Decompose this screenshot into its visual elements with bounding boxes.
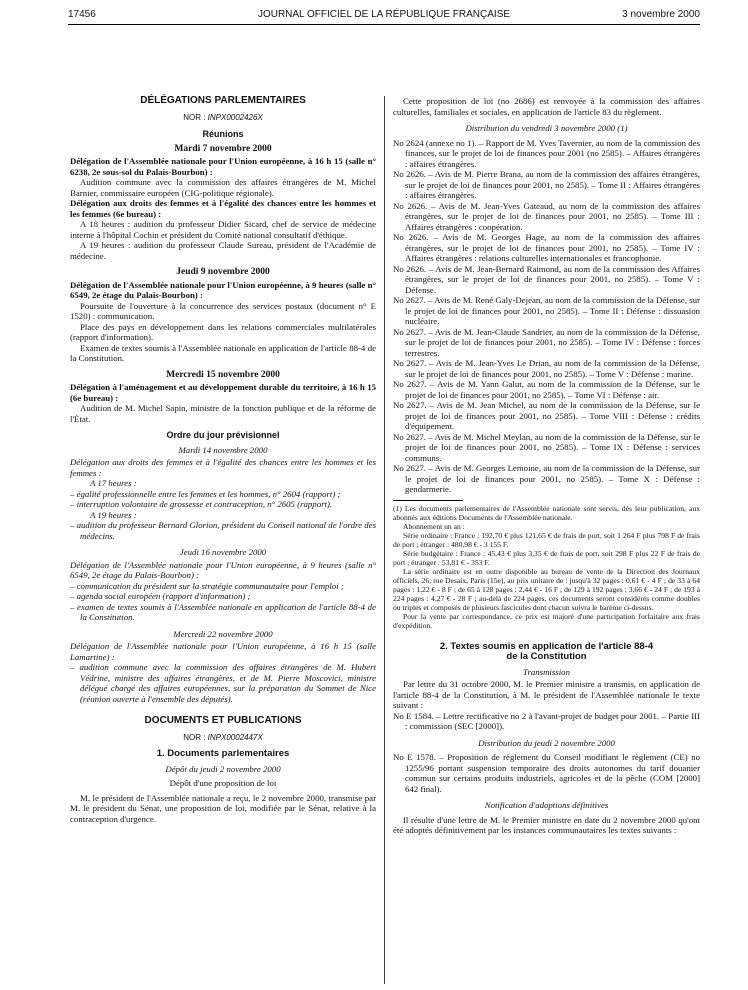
document-item: No 2627. – Avis de M. Jean-Claude Sandrier, au nom de la commission de la Défense, sur le projet de loi de finances pour 2001, no 2585). – Tome IV : Défense : forces terrestres. bbox=[393, 326, 700, 358]
document-item: No 2626. – Avis de M. Jean-Yves Gateaud, au nom de la commission des affaires étrangères, sur le projet de loi de finances pour 2001, no 2585). – Tome III : Affaires étrangères : coopération. bbox=[393, 200, 700, 232]
left-column bbox=[70, 96, 376, 824]
transmission-heading: Transmission bbox=[523, 666, 570, 677]
agenda-heading: Ordre du jour prévisionnel bbox=[166, 430, 280, 440]
agenda-item: – agenda social européen (rapport d'information) ; bbox=[70, 591, 251, 601]
reunions-heading: Réunions bbox=[202, 129, 244, 139]
day-heading: Mardi 7 novembre 2000 bbox=[174, 143, 272, 154]
footnote: Série budgétaire : France : 45,43 € plus 3,35 € de frais de port, soit 298 F plus 22 F de frais de port ; étranger : 53,81 € - 353 F. bbox=[393, 548, 700, 567]
issue-date: 3 novembre 2000 bbox=[622, 9, 700, 20]
footnote-rule bbox=[393, 500, 463, 501]
deposit-date: Dépôt du jeudi 2 novembre 2000 bbox=[165, 763, 281, 774]
section-heading-texts: 2. Textes soumis en application de l'article 88-4 bbox=[439, 640, 654, 652]
nor-reference: NOR : INPX0002447X bbox=[183, 732, 263, 742]
document-item: No 2626. – Avis de M. Jean-Bernard Raimond, au nom de la commission des Affaires étrangères, sur le projet de loi de finances pour 2001, no 2585). – Tome V : Défense. bbox=[393, 263, 700, 295]
agenda-day: Mardi 14 novembre 2000 bbox=[178, 444, 268, 455]
agenda-item: – audition du professeur Bernard Glorion, président du Conseil national de l'ordre des médecins. bbox=[70, 520, 376, 541]
agenda-item: – égalité professionnelle entre les femmes et les hommes, n° 2604 (rapport) ; bbox=[70, 488, 341, 499]
page-number: 17456 bbox=[68, 9, 96, 20]
section-title-delegations: DÉLÉGATIONS PARLEMENTAIRES bbox=[140, 95, 306, 106]
footnote: Abonnement un an : bbox=[403, 521, 465, 531]
document-item: No 2627. – Avis de M. Michel Meylan, au nom de la commission de la Défense, sur le projet de loi de finances pour 2001, no 2585). – Tome IX : Défense : services communs. bbox=[393, 431, 700, 463]
footnote: Série ordinaire : France : 192,70 € plus 121,65 € de frais de port, soit 1 264 F plus 798 F de frais de port ; étranger : 480,98 € - 3 155 F. bbox=[393, 530, 700, 549]
documents-heading: 1. Documents parlementaires bbox=[156, 748, 290, 759]
paragraph: Il résulte d'une lettre de M. le Premier ministre en date du 2 novembre 2000 qu'ont été adoptés définitivement par les instances communautaires les textes suivants : bbox=[393, 814, 700, 835]
document-item: No 2627. – Avis de M. Jean-Yves Le Drian, au nom de la commission de la Défense, sur le projet de loi de finances pour 2001, no 2585). – Tome V : Défense : marine. bbox=[393, 358, 700, 379]
time-label: A 19 heures : bbox=[90, 509, 137, 520]
header-rule bbox=[68, 24, 700, 25]
paragraph: Poursuite de l'ouverture à la concurrence des services postaux (document n° E 1520) : communication. bbox=[70, 300, 376, 321]
paragraph: A 18 heures : audition du professeur Didier Sicard, chef de service de médecine interne à l'hôpital Cochin et président du Comité national consultatif d'éthique. bbox=[70, 219, 376, 240]
paragraph: Par lettre du 31 octobre 2000, M. le Premier ministre a transmis, en application de l'article 88-4 de la Constitution, à M. le président de l'Assemblée nationale le texte suivant : bbox=[393, 679, 700, 710]
paragraph: Délégation de l'Assemblée nationale pour l'Union européenne, à 16 h 15 (salle Lamartine) : bbox=[70, 641, 376, 662]
distribution-heading: Distribution du jeudi 2 novembre 2000 bbox=[478, 737, 615, 748]
notification-heading: Notification d'adoptions définitives bbox=[484, 800, 609, 810]
document-item: No E 1578. – Proposition de règlement du Conseil modifiant le règlement (CE) no 1255/96 portant suspension temporaire des droits autonomes du tarif douanier commun sur certains produits industriels, agricoles et de la pêche (COM [2000] 642 final). bbox=[393, 752, 700, 794]
paragraph: A 19 heures : audition du professeur Claude Sureau, président de l'Académie de médecine. bbox=[70, 240, 376, 261]
nor-reference: NOR : INPX0002426X bbox=[183, 112, 263, 122]
document-item: No E 1584. – Lettre rectificative no 2 à l'avant-projet de budget pour 2001. – Partie III : commission (SEC [2000]). bbox=[393, 710, 700, 731]
paragraph: Délégation aux droits des femmes et à l'égalité des chances entre les hommes et les femmes : bbox=[70, 457, 376, 478]
paragraph: Examen de textes soumis à l'Assemblée nationale en application de l'article 88-4 de la Constitution. bbox=[70, 342, 376, 363]
agenda-item: – audition commune avec la commission des affaires étrangères de M. Hubert Védrine, ministre des affaires étrangères, et de M. Pierre Moscovici, ministre délégué chargé des affaires européennes, sur la préparation du Sommet de Nice (réunion ouverte à l'ensemble des députés). bbox=[70, 662, 376, 704]
deposit-subheading: Dépôt d'une proposition de loi bbox=[169, 778, 277, 788]
distribution-heading: Distribution du vendredi 3 novembre 2000 (1) bbox=[465, 123, 628, 133]
journal-title: JOURNAL OFFICIEL DE LA RÉPUBLIQUE FRANÇAISE bbox=[257, 9, 511, 20]
time-label: A 17 heures : bbox=[90, 478, 137, 488]
paragraph: Audition commune avec la commission des affaires étrangères de M. Michel Barnier, commissaire européen (CIG-politique régionale). bbox=[70, 177, 376, 198]
paragraph: Délégation aux droits des femmes et à l'égalité des chances entre les hommes et les femmes (6e bureau) : bbox=[70, 198, 376, 219]
paragraph: Audition de M. Michel Sapin, ministre de la fonction publique et de la réforme de l'État. bbox=[70, 403, 376, 424]
paragraph: Délégation à l'aménagement et au développement durable du territoire, à 16 h 15 (6e bureau) : bbox=[70, 382, 376, 403]
document-item: No 2624 (annexe no 1). – Rapport de M. Yves Tavernier, au nom de la commission des finances, sur le projet de loi de finances pour 2001 (no 2585). – Affaires étrangères : affaires étrangères. bbox=[393, 137, 700, 169]
paragraph: Délégation de l'Assemblée nationale pour l'Union européenne, à 16 h 15 (salle n° 6238, 2e sous-sol du Palais-Bourbon) : bbox=[70, 156, 376, 177]
agenda-day: Jeudi 16 novembre 2000 bbox=[179, 547, 267, 557]
document-item: No 2626. – Avis de M. Georges Hage, au nom de la commission des affaires étrangères, sur le projet de loi de finances pour 2001, no 2585). – Tome IV : Affaires étrangères : relations culturelles internationales et francophonie. bbox=[393, 232, 700, 263]
day-heading: Jeudi 9 novembre 2000 bbox=[176, 267, 270, 277]
document-item: No 2626. – Avis de M. Pierre Brana, au nom de la commission des affaires étrangères, sur le projet de loi de finances pour 2001, no 2585). – Tome II : Affaires étrangères : affaires étrangères. bbox=[393, 169, 700, 200]
document-item: No 2627. – Avis de M. René Galy-Dejean, au nom de la commission de la Défense, sur le projet de loi de finances pour 2001, no 2585). – Tome II : Défense : dissuasion nucléaire. bbox=[393, 295, 700, 326]
paragraph: Délégation de l'Assemblée nationale pour l'Union européenne, à 9 heures (salle n° 6549, 2e étage du Palais-Bourbon) : bbox=[70, 279, 376, 300]
agenda-day: Mercredi 22 novembre 2000 bbox=[173, 628, 273, 639]
paragraph: Cette proposition de loi (no 2686) est renvoyée à la commission des affaires culturelles, familiales et sociales, en application de l'article 83 du règlement. bbox=[393, 96, 700, 117]
column-divider bbox=[384, 96, 385, 984]
document-item: No 2627. – Avis de M. Jean Michel, au nom de la commission de la Défense, sur le projet de loi de finances pour 2001, no 2585). – Tome VIII : Défense : crédits d'équipement. bbox=[393, 400, 700, 431]
section-heading-texts-line2: de la Constitution bbox=[506, 651, 587, 662]
footnote: (1) Les documents parlementaires de l'Assemblée nationale sont servis, dès leur publication, aux abonnés aux éditions Documents de l'Assemblée nationale. bbox=[393, 503, 700, 522]
footnote: Pour la vente par correspondance, ce prix est majoré d'une participation forfaitaire aux frais d'expédition. bbox=[393, 611, 700, 630]
agenda-item: – examen de textes soumis à l'Assemblée nationale en application de l'article 88-4 de la Constitution. bbox=[70, 601, 376, 622]
agenda-item: – interruption volontaire de grossesse et contraception, n° 2605 (rapport). bbox=[70, 499, 333, 509]
section-title-documents: DOCUMENTS ET PUBLICATIONS bbox=[144, 715, 302, 726]
paragraph: Délégation de l'Assemblée nationale pour l'Union européenne, à 9 heures (salle n° 6549, 2e étage du Palais-Bourbon) : bbox=[70, 559, 376, 580]
day-heading: Mercredi 15 novembre 2000 bbox=[166, 369, 280, 380]
document-item: No 2627. – Avis de M. Yann Galut, au nom de la commission de la Défense, sur le projet de loi de finances pour 2001, no 2585). – Tome VI : Défense : air. bbox=[393, 379, 700, 400]
agenda-item: – communication du président sur la stratégie communautaire pour l'emploi ; bbox=[70, 580, 344, 591]
paragraph: Place des pays en développement dans les relations commerciales multilatérales (rapport d'information). bbox=[70, 321, 376, 342]
paragraph: M. le président de l'Assemblée nationale a reçu, le 2 novembre 2000, transmise par M. le président du Sénat, une proposition de loi, modifiée par le Sénat, relative à la contraception d'urgence. bbox=[70, 792, 376, 824]
footnote: La série ordinaire est en outre disponible au bureau de vente de la Direction des Journaux officiels, 26, rue Desaix, Paris (15e), au prix unitaire de : jusqu'à 32 pages : 0,61 € - 4 F ; de 33 à 64 pages : 1,22 € - 8 F ; de 65 à 128 pages : 2,44 € - 16 F ; de 129 à 192 pages : 3,66 € - 24 F ; de 193 à 224 pages : 4,27 € - 28 F ; au-delà de 224 pages, ces documents seront considérés comme doubles ou triples et composés de plusieurs fascicules dont chacun suivra le barème ci-dessus. bbox=[393, 566, 700, 612]
right-column bbox=[393, 96, 700, 836]
document-item: No 2627. – Avis de M. Georges Lemoine, au nom de la commission de la Défense, sur le projet de loi de finances pour 2001, no 2585). – Tome X : Défense : gendarmerie. bbox=[393, 463, 700, 494]
page-header bbox=[68, 9, 700, 23]
